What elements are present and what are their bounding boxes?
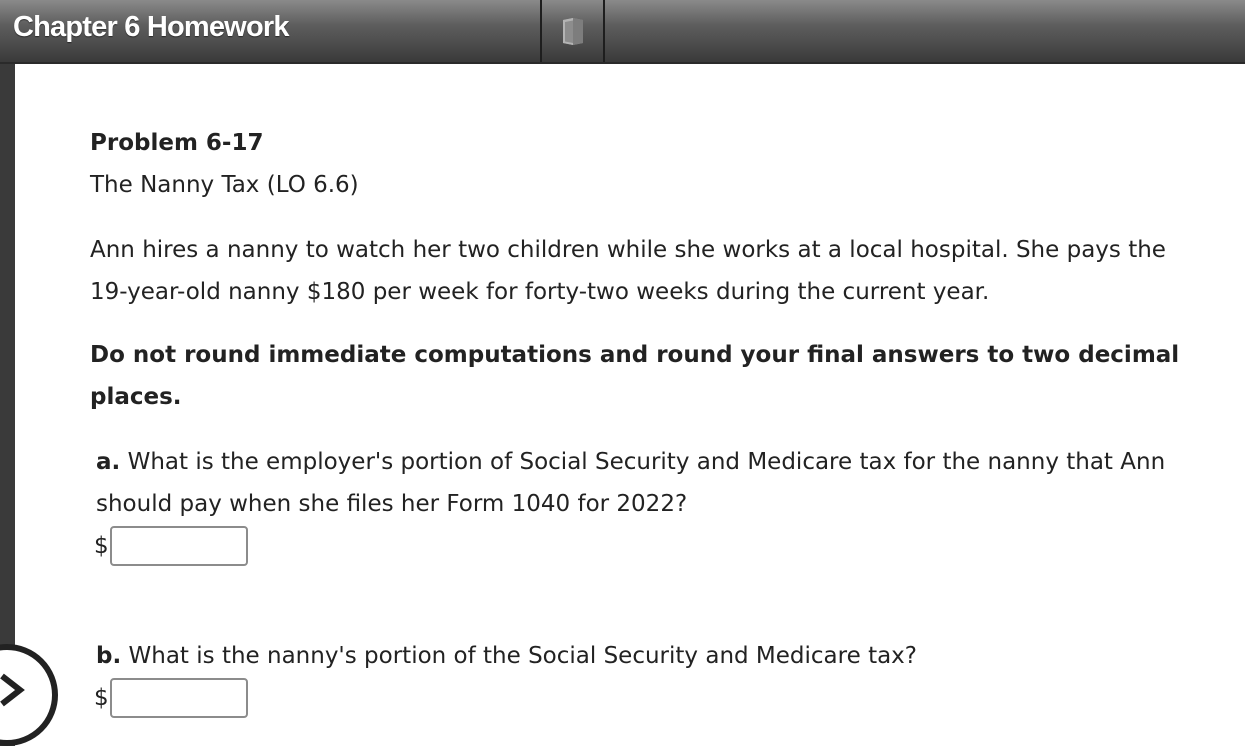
- problem-description: Ann hires a nanny to watch her two children while she works at a local hospital. She pays the 19-year-old nanny $180 per week for forty-two weeks during the current year.: [90, 237, 1166, 305]
- question-b: [96, 635, 1196, 677]
- currency-symbol: $: [94, 533, 109, 559]
- question-text: What is the nanny's portion of the Social Security and Medicare tax?: [128, 643, 917, 669]
- header-bar: [0, 0, 1245, 64]
- header-divider: [603, 0, 605, 62]
- answer-row-b: [94, 678, 248, 718]
- problem-subtitle: The Nanny Tax (LO 6.6): [90, 172, 359, 198]
- answer-input-b[interactable]: [110, 678, 248, 718]
- currency-symbol: $: [94, 685, 109, 711]
- answer-input-a[interactable]: [110, 526, 248, 566]
- page-title: Chapter 6 Homework: [13, 11, 289, 43]
- problem-content: [90, 128, 1200, 418]
- answer-row-a: [94, 526, 248, 566]
- rounding-instruction: Do not round immediate computations and round your final answers to two decimal places.: [90, 342, 1180, 410]
- question-letter: b.: [96, 643, 122, 669]
- question-a: [96, 441, 1196, 525]
- ebook-button[interactable]: [542, 0, 604, 62]
- question-text: What is the employer's portion of Social Security and Medicare tax for the nanny that Ann should pay when she files her Form 1040 for 2022?: [96, 449, 1166, 517]
- question-letter: a.: [96, 449, 121, 475]
- chevron-right-icon: [0, 670, 26, 710]
- problem-title: Problem 6-17: [90, 130, 264, 156]
- book-icon: [560, 16, 586, 46]
